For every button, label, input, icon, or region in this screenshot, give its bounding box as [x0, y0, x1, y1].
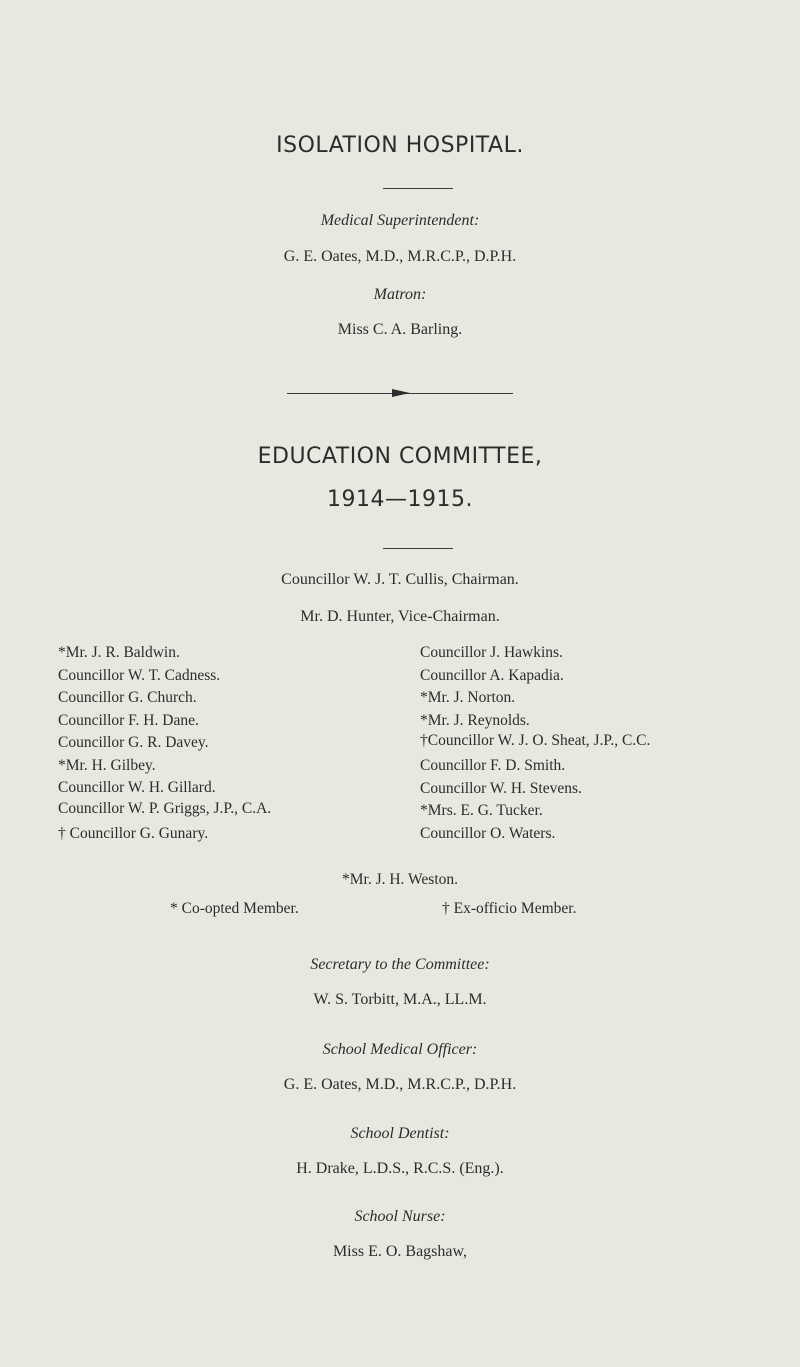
matron-label: Matron:: [373, 286, 427, 303]
medical-officer-name: G. E. Oates, M.D., M.R.C.P., D.P.H.: [283, 1076, 517, 1093]
superintendent-name: G. E. Oates, M.D., M.R.C.P., D.P.H.: [283, 248, 517, 265]
chairman: Councillor W. J. T. Cullis, Chairman.: [281, 571, 519, 588]
divider-ornament-icon: [392, 389, 410, 397]
divider: [383, 548, 453, 549]
member-last: *Mr. J. H. Weston.: [341, 871, 458, 888]
member: *Mr. J. Reynolds.: [420, 711, 530, 729]
member: Councillor W. H. Gillard.: [58, 779, 216, 796]
superintendent-label: Medical Superintendent:: [320, 212, 480, 229]
member: Councillor G. Church.: [58, 689, 197, 706]
member: *Mr. J. R. Baldwin.: [58, 644, 180, 661]
member: Councillor F. D. Smith.: [420, 757, 566, 774]
isolation-hospital-heading: ISOLATION HOSPITAL.: [276, 133, 524, 158]
secretary-name: W. S. Torbitt, M.A., LL.M.: [313, 991, 487, 1008]
member: Councillor O. Waters.: [420, 824, 556, 842]
member: Councillor F. H. Dane.: [58, 711, 199, 729]
member: †Councillor W. J. O. Sheat, J.P., C.C.: [420, 732, 651, 749]
divider: [383, 188, 453, 189]
note-coopted: * Co-opted Member.: [170, 900, 299, 917]
member: Councillor W. H. Stevens.: [420, 779, 582, 797]
member: Councillor J. Hawkins.: [420, 644, 563, 661]
member: † Councillor G. Gunary.: [58, 824, 209, 842]
dentist-name: H. Drake, L.D.S., R.C.S. (Eng.).: [296, 1160, 504, 1177]
member: *Mr. J. Norton.: [420, 689, 516, 706]
members-left-column: [58, 642, 313, 845]
member: *Mrs. E. G. Tucker.: [420, 802, 543, 819]
member: Councillor A. Kapadia.: [420, 666, 564, 684]
vice-chairman: Mr. D. Hunter, Vice-Chairman.: [300, 608, 500, 625]
committee-years: 1914—1915.: [327, 487, 473, 512]
matron-name: Miss C. A. Barling.: [337, 321, 463, 338]
nurse-name: Miss E. O. Bagshaw,: [332, 1243, 468, 1260]
education-committee-heading: EDUCATION COMMITTEE,: [257, 444, 543, 469]
members-right-column: [420, 642, 680, 845]
dentist-label: School Dentist:: [350, 1125, 450, 1142]
secretary-label: Secretary to the Committee:: [310, 956, 490, 973]
nurse-label: School Nurse:: [354, 1208, 446, 1225]
medical-officer-label: School Medical Officer:: [322, 1041, 478, 1058]
member: Councillor W. P. Griggs, J.P., C.A.: [58, 799, 272, 817]
member: *Mr. H. Gilbey.: [58, 756, 156, 774]
member: Councillor W. T. Cadness.: [58, 666, 221, 684]
note-exofficio: † Ex-officio Member.: [442, 900, 577, 917]
member: Councillor G. R. Davey.: [58, 734, 209, 751]
